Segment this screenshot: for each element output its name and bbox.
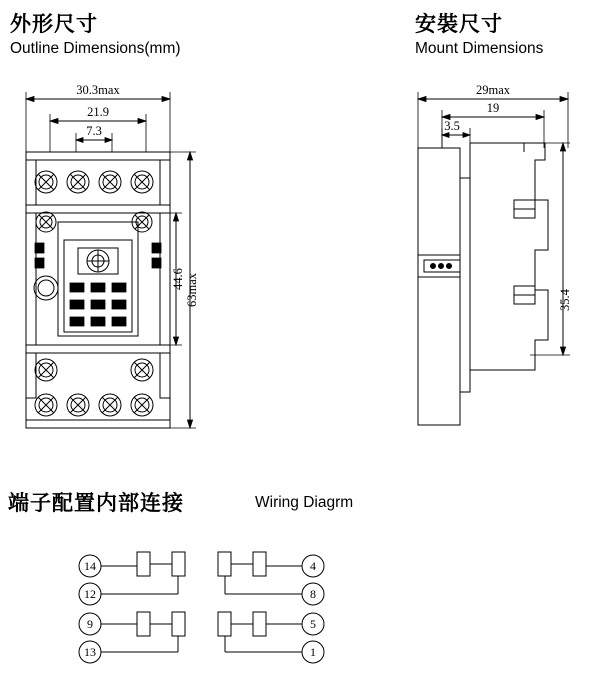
terminal-label-right-2: 5 bbox=[310, 617, 316, 631]
terminal-label-left-1: 12 bbox=[84, 587, 96, 601]
outline-dim-width-small: 7.3 bbox=[86, 124, 102, 138]
terminal-label-right-3: 1 bbox=[310, 645, 316, 659]
outline-dim-width-mid: 21.9 bbox=[87, 105, 109, 119]
mount-dim-width-mid: 19 bbox=[486, 101, 500, 115]
mount-dim-width-small: 3.5 bbox=[444, 119, 460, 133]
mount-dim-width-max: 29max bbox=[475, 83, 511, 97]
terminal-label-left-2: 9 bbox=[87, 617, 93, 631]
terminal-label-left-0: 14 bbox=[84, 559, 96, 573]
outline-section-en-title: Outline Dimensions(mm) bbox=[10, 40, 181, 57]
terminal-label-right-0: 4 bbox=[310, 559, 316, 573]
mount-section-cn-title: 安裝尺寸 bbox=[415, 12, 503, 36]
outline-dim-height-inner: 44.6 bbox=[171, 268, 185, 290]
outline-dim-height-max: 63max bbox=[185, 272, 199, 308]
terminal-label-right-1: 8 bbox=[310, 587, 316, 601]
wiring-section-en-title: Wiring Diagrm bbox=[255, 494, 354, 511]
outline-section-cn-title: 外形尺寸 bbox=[10, 12, 98, 36]
mount-dim-height: 35.4 bbox=[558, 289, 572, 311]
outline-dim-width-max: 30.3max bbox=[76, 83, 120, 97]
wiring-section-cn-title: 端子配置内部连接 bbox=[8, 491, 184, 515]
mount-section-en-title: Mount Dimensions bbox=[415, 40, 544, 57]
terminal-label-left-3: 13 bbox=[84, 645, 96, 659]
